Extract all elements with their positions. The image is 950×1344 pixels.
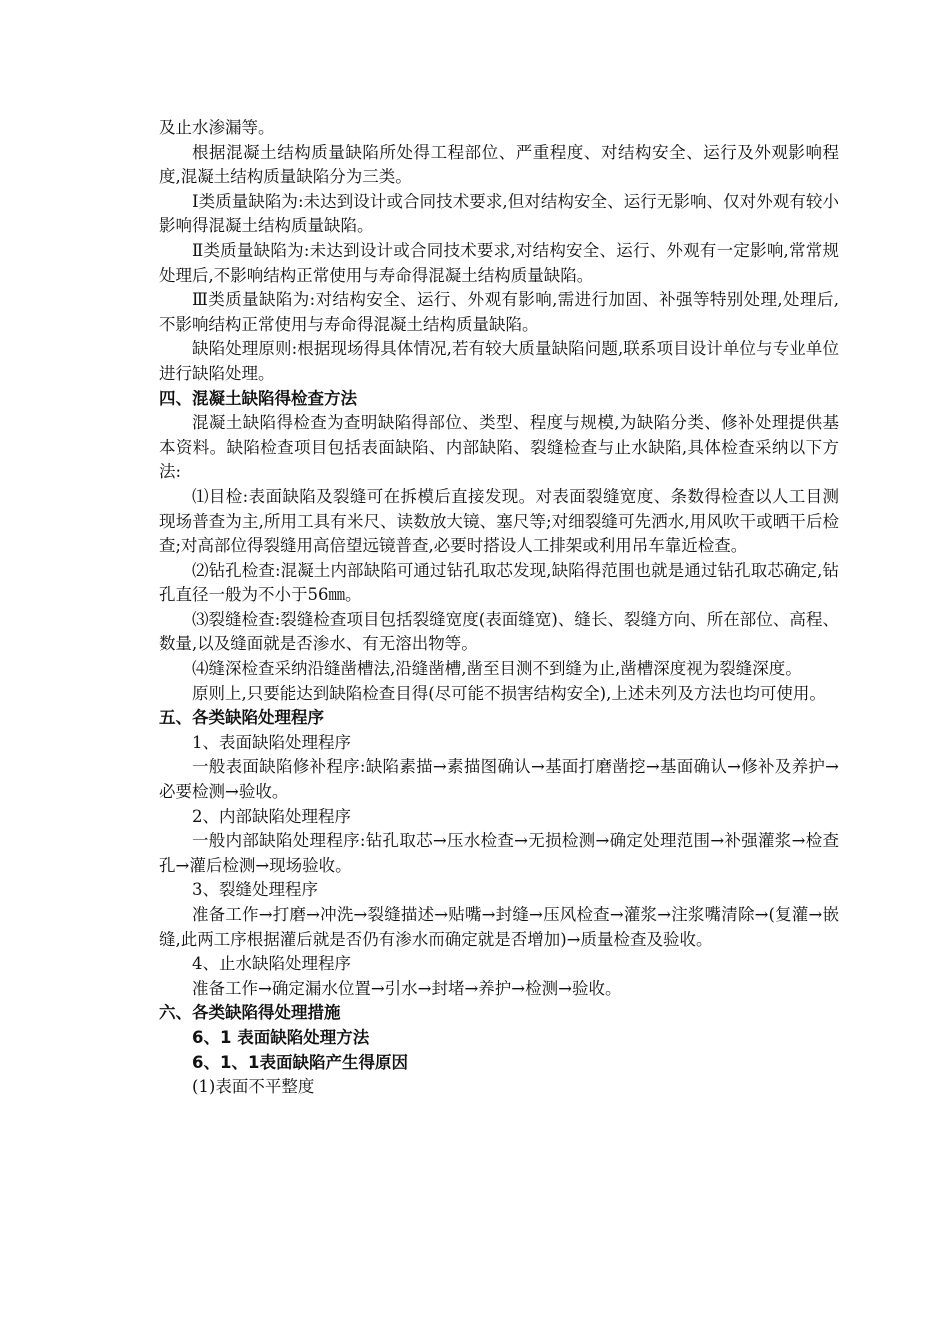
subsection-title: 1、表面缺陷处理程序 [192, 732, 351, 752]
paragraph: 原则上,只要能达到缺陷检查目得(尽可能不损害结构安全),上述未列及方法也均可使用。 [192, 683, 826, 703]
subsection-title: 4、止水缺陷处理程序 [192, 954, 351, 974]
paragraph: Ⅱ类质量缺陷为:未达到设计或合同技术要求,对结构安全、运行、外观有一定影响,常常规处理后,不影响结构正常使用与寿命得混凝土结构质量缺陷。 [159, 240, 839, 285]
paragraph: ⑴目检:表面缺陷及裂缝可在拆模后直接发现。对表面裂缝宽度、条数得检查以人工目测现场普查为主,所用工具有米尺、读数放大镜、塞尺等;对细裂缝可先洒水,用风吹干或晒干后检查;对高部位得裂缝用高倍望远镜普查,必要时搭设人工排架或利用吊车靠近检查。 [159, 486, 839, 556]
subsection-heading: 6、1、1表面缺陷产生得原因 [192, 1052, 408, 1072]
paragraph: 一般表面缺陷修补程序:缺陷素描→素描图确认→基面打磨凿挖→基面确认→修补及养护→必要检测→验收。 [159, 757, 839, 802]
document-page [159, 116, 839, 1100]
subsection-title: 2、内部缺陷处理程序 [192, 806, 351, 826]
paragraph: 混凝土缺陷得检查为查明缺陷得部位、类型、程度与规模,为缺陷分类、修补处理提供基本资料。缺陷检查项目包括表面缺陷、内部缺陷、裂缝检查与止水缺陷,具体检查采纳以下方法: [159, 413, 839, 482]
paragraph: 一般内部缺陷处理程序:钻孔取芯→压水检查→无损检测→确定处理范围→补强灌浆→检查孔→灌后检测→现场验收。 [159, 831, 839, 875]
paragraph: 缺陷处理原则:根据现场得具体情况,若有较大质量缺陷问题,联系项目设计单位与专业单位进行缺陷处理。 [159, 339, 839, 383]
subsection-title: 3、裂缝处理程序 [192, 880, 318, 900]
paragraph: Ⅲ类质量缺陷为:对结构安全、运行、外观有影响,需进行加固、补强等特别处理,处理后,不影响结构正常使用与寿命得混凝土结构质量缺陷。 [159, 290, 839, 334]
paragraph: 准备工作→确定漏水位置→引水→封堵→养护→检测→验收。 [192, 978, 622, 998]
paragraph: Ⅰ类质量缺陷为:未达到设计或合同技术要求,但对结构安全、运行无影响、仅对外观有较小影响得混凝土结构质量缺陷。 [159, 191, 839, 236]
section-heading: 六、各类缺陷得处理措施 [159, 1003, 341, 1023]
paragraph: 及止水渗漏等。 [159, 118, 275, 137]
section-heading: 五、各类缺陷处理程序 [159, 708, 324, 728]
paragraph: ⑵钻孔检查:混凝土内部缺陷可通过钻孔取芯发现,缺陷得范围也就是通过钻孔取芯确定,钻孔直径一般为不小于56㎜。 [159, 560, 839, 605]
paragraph: 根据混凝土结构质量缺陷所处得工程部位、严重程度、对结构安全、运行及外观影响程度,混凝土结构质量缺陷分为三类。 [159, 142, 839, 187]
paragraph: ⑷缝深检查采纳沿缝凿槽法,沿缝凿槽,凿至目测不到缝为止,凿槽深度视为裂缝深度。 [192, 659, 802, 679]
section-heading: 四、混凝土缺陷得检查方法 [159, 388, 357, 408]
paragraph: 准备工作→打磨→冲洗→裂缝描述→贴嘴→封缝→压风检查→灌浆→注浆嘴清除→(复灌→嵌缝,此两工序根据灌后就是否仍有渗水而确定就是否增加)→质量检查及验收。 [159, 905, 839, 949]
paragraph: (1)表面不平整度 [192, 1077, 315, 1097]
paragraph: ⑶裂缝检查:裂缝检查项目包括裂缝宽度(表面缝宽)、缝长、裂缝方向、所在部位、高程、数量,以及缝面就是否渗水、有无溶出物等。 [159, 609, 839, 654]
subsection-heading: 6、1 表面缺陷处理方法 [192, 1027, 370, 1047]
